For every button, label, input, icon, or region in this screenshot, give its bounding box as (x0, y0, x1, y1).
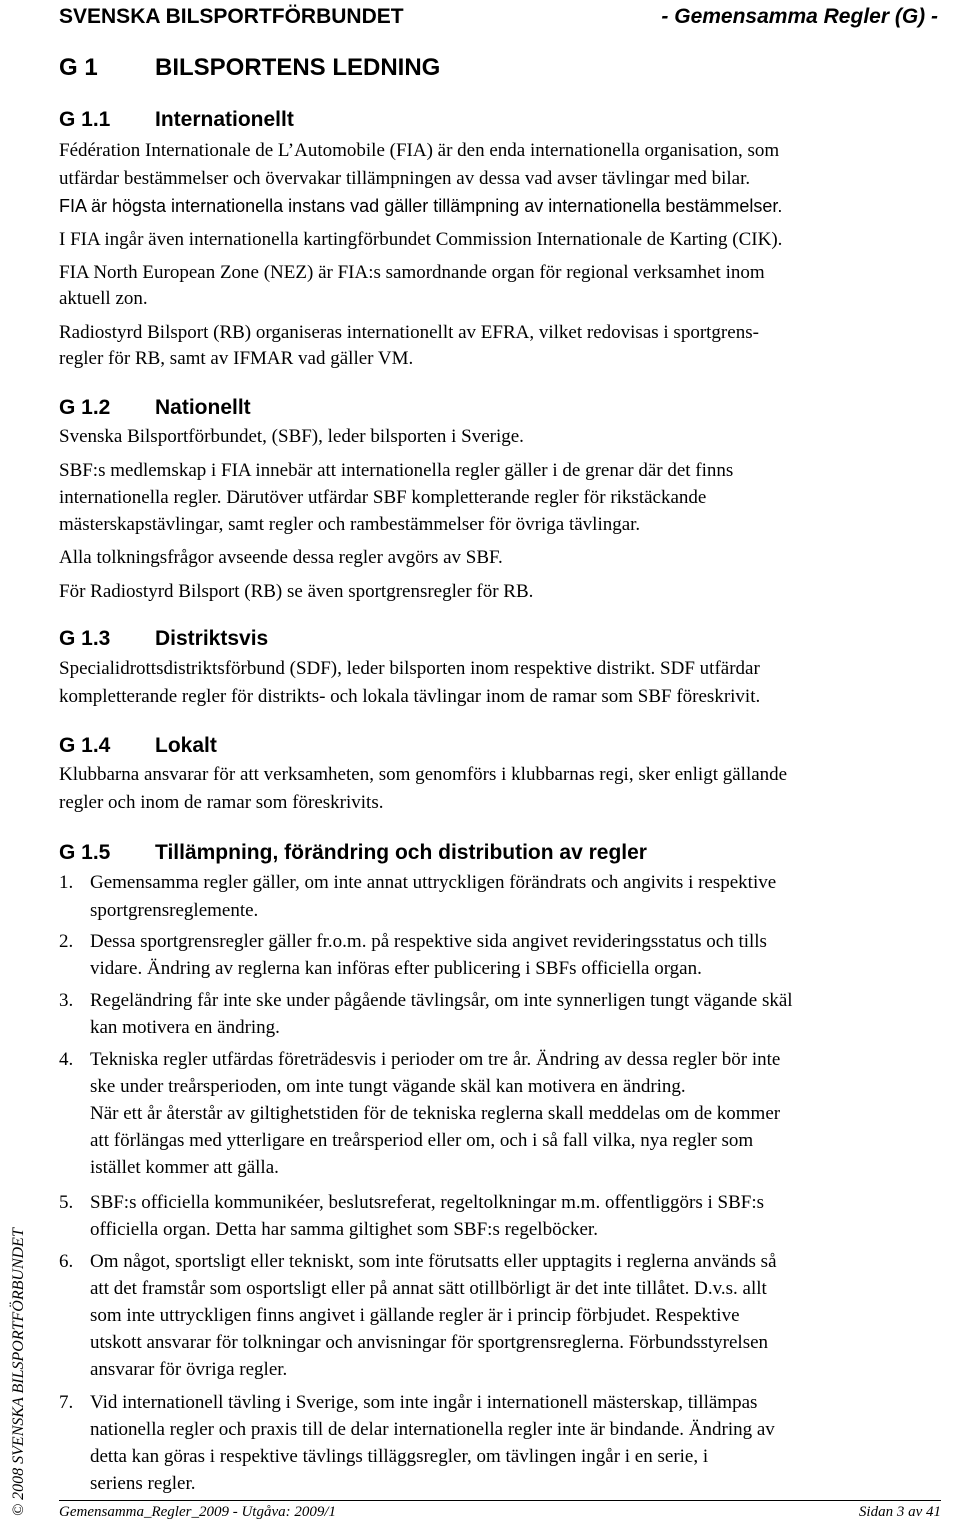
section-title: Lokalt (155, 734, 217, 757)
chapter-heading (59, 54, 939, 82)
paragraph-line: Klubbarna ansvarar för att verksamheten, som genomförs i klubbarnas regi, sker enligt gällande (59, 764, 788, 785)
paragraph-line: Fédération Internationale de L’Automobile (FIA) är den enda internationella organisation, som (59, 140, 780, 161)
list-item-line: Dessa sportgrensregler gäller fr.o.m. på respektive sida angivet revideringsstatus och tills (90, 931, 767, 952)
section-heading-g1-1 (59, 108, 939, 136)
paragraph-line: utfärdar bestämmelser och övervakar tillämpningen av dessa vad avser tävlingar med bilar. (59, 168, 751, 189)
paragraph-line: regler och inom de ramar som föreskrivits. (59, 792, 384, 813)
list-item-line: Gemensamma regler gäller, om inte annat uttryckligen förändrats och angivits i respektive (90, 872, 777, 893)
paragraph-line: FIA är högsta internationella instans vad gäller tillämpning av internationella bestämmelser. (59, 196, 783, 216)
list-item-line: ske under treårsperioden, om inte tungt vägande skäl kan motivera en ändring. (90, 1076, 686, 1097)
paragraph-line: Alla tolkningsfrågor avseende dessa regler avgörs av SBF. (59, 547, 503, 568)
paragraph-line: aktuell zon. (59, 288, 148, 309)
list-item-line: utskott ansvarar för tolkningar och anvisningar för sportgrensreglerna. Förbundsstyrelsen (90, 1332, 769, 1353)
list-item-number: 4. (59, 1049, 74, 1070)
list-item-line: att det framstår som osportsligt eller på annat sätt otillbörligt är det inte tillåtet. D.v.s. allt (90, 1278, 767, 1299)
list-item-number: 3. (59, 990, 74, 1011)
list-item-number: 6. (59, 1251, 74, 1272)
section-number: G 1.2 (59, 396, 111, 419)
paragraph-line: regler för RB, samt av IFMAR vad gäller VM. (59, 348, 414, 369)
paragraph-line: mästerskapstävlingar, samt regler och rambestämmelser för övriga tävlingar. (59, 514, 641, 535)
paragraph-line: internationella regler. Därutöver utfärdar SBF kompletterande regler för rikstäckande (59, 487, 707, 508)
list-item-line: kan motivera en ändring. (90, 1017, 280, 1038)
paragraph-line: I FIA ingår även internationella kartingförbundet Commission Internationale de Karting (CIK). (59, 229, 783, 250)
chapter-title: BILSPORTENS LEDNING (155, 54, 441, 81)
footer-divider (59, 1500, 941, 1501)
section-heading-g1-4 (59, 734, 939, 762)
list-item-line: vidare. Ändring av reglerna kan införas efter publicering i SBFs officiella organ. (90, 958, 702, 979)
paragraph-line: SBF:s medlemskap i FIA innebär att internationella regler gäller i de grenar där det finns (59, 460, 734, 481)
list-item-line: nationella regler och praxis till de delar internationella regler inte är bindande. Ändring av (90, 1419, 775, 1440)
section-number: G 1.4 (59, 734, 111, 757)
section-title: Nationellt (155, 396, 251, 419)
list-item-line: ansvarar för övriga regler. (90, 1359, 288, 1380)
sidebar-copyright: © 2008 SVENSKA BILSPORTFÖRBUNDET (10, 1228, 27, 1516)
list-item-line: officiella organ. Detta har samma giltighet som SBF:s regelböcker. (90, 1219, 598, 1240)
list-item-number: 5. (59, 1192, 74, 1213)
page-footer (59, 1504, 941, 1524)
header-organisation: SVENSKA BILSPORTFÖRBUNDET (59, 5, 404, 28)
paragraph-line: Svenska Bilsportförbundet, (SBF), leder bilsporten i Sverige. (59, 426, 524, 447)
paragraph-line: FIA North European Zone (NEZ) är FIA:s samordnande organ för regional verksamhet inom (59, 262, 765, 283)
list-item-line: sportgrensreglemente. (90, 900, 259, 921)
list-item-line: som inte uttryckligen finns angivet i gällande regler är i princip förbjudet. Respektive (90, 1305, 740, 1326)
list-item-number: 7. (59, 1392, 74, 1413)
list-item-line: att förlängas med ytterligare en treårsperiod eller om, och i så fall vilka, nya regler som (90, 1130, 754, 1151)
list-item-line: SBF:s officiella kommunikéer, beslutsreferat, regeltolkningar m.m. offentliggörs i SBF:s (90, 1192, 764, 1213)
paragraph-line: Specialidrottsdistriktsförbund (SDF), leder bilsporten inom respektive distrikt. SDF utfärdar (59, 658, 760, 679)
paragraph-line: kompletterande regler för distrikts- och lokala tävlingar inom de ramar som SBF föreskrivit. (59, 686, 761, 707)
list-item-line: Regeländring får inte ske under pågående tävlingsår, om inte synnerligen tungt vägande skäl (90, 990, 793, 1011)
section-title: Tillämpning, förändring och distribution av regler (155, 841, 647, 864)
list-item-line: seriens regler. (90, 1473, 196, 1494)
section-number: G 1.1 (59, 108, 111, 131)
section-number: G 1.5 (59, 841, 111, 864)
list-item-number: 1. (59, 872, 74, 893)
section-heading-g1-2 (59, 396, 939, 424)
list-item-line: Vid internationell tävling i Sverige, som inte ingår i internationell mästerskap, tillämpas (90, 1392, 758, 1413)
list-item-line: När ett år återstår av giltighetstiden för de tekniska reglerna skall meddelas om de kommer (90, 1103, 781, 1124)
section-number: G 1.3 (59, 627, 111, 650)
section-heading-g1-5 (59, 841, 939, 869)
chapter-number: G 1 (59, 54, 98, 81)
list-item-line: Tekniska regler utfärdas företrädesvis i perioder om tre år. Ändring av dessa regler bör inte (90, 1049, 781, 1070)
section-title: Internationellt (155, 108, 294, 131)
list-item-number: 2. (59, 931, 74, 952)
footer-page-number: Sidan 3 av 41 (858, 1504, 941, 1520)
header-section-label: - Gemensamma Regler (G) - (661, 5, 938, 28)
paragraph-line: Radiostyrd Bilsport (RB) organiseras internationellt av EFRA, vilket redovisas i sportgrens- (59, 322, 759, 343)
list-item-line: istället kommer att gälla. (90, 1157, 279, 1178)
list-item-line: detta kan göras i respektive tävlings tilläggsregler, om tävlingen ingår i en serie, i (90, 1446, 709, 1467)
list-item-line: Om något, sportsligt eller tekniskt, som inte förutsatts eller upptagits i reglerna används så (90, 1251, 777, 1272)
section-title: Distriktsvis (155, 627, 269, 650)
section-heading-g1-3 (59, 627, 939, 655)
paragraph-line: För Radiostyrd Bilsport (RB) se även sportgrensregler för RB. (59, 581, 534, 602)
footer-document-id: Gemensamma_Regler_2009 - Utgåva: 2009/1 (59, 1504, 337, 1520)
